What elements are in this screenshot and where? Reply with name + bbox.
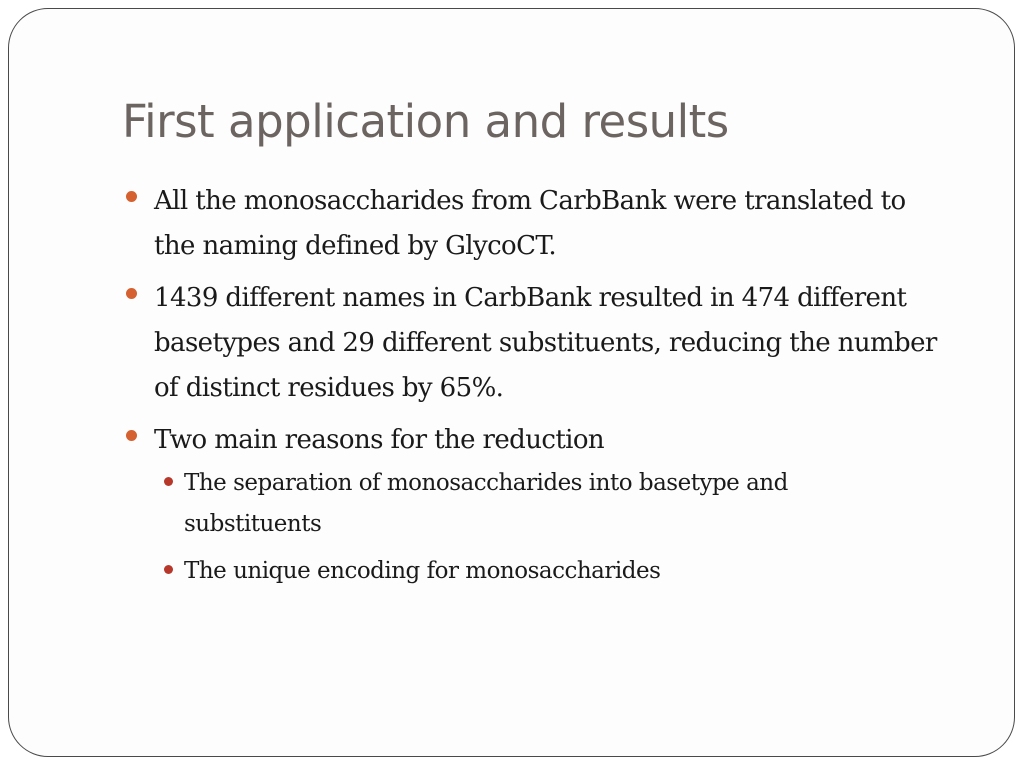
slide-frame — [8, 8, 1015, 757]
bullet-dot-icon — [126, 288, 137, 299]
slide-title: First application and results — [122, 95, 729, 148]
sub-bullet-text-line: The separation of monosaccharides into basetype and — [184, 470, 788, 496]
bullet-text-line: Two main reasons for the reduction — [154, 425, 605, 455]
bullet-dot-icon — [126, 191, 137, 202]
sub-bullet-item-2 — [154, 551, 982, 592]
bullet-item-3 — [122, 418, 982, 592]
bullet-text-line: 1439 different names in CarbBank resulted in 474 different — [154, 283, 907, 313]
sub-bullet-text-line: substituents — [184, 511, 322, 537]
bullet-list — [122, 179, 982, 599]
sub-bullet-dot-icon — [164, 477, 173, 486]
sub-bullet-item-1 — [154, 463, 982, 545]
bullet-text-line: All the monosaccharides from CarbBank were translated to — [154, 186, 906, 216]
sub-bullet-text-line: The unique encoding for monosaccharides — [184, 558, 661, 584]
bullet-text-line: the naming defined by GlycoCT. — [154, 231, 556, 261]
bullet-item-2 — [122, 276, 982, 411]
sub-bullet-dot-icon — [164, 565, 173, 574]
sub-bullet-list — [154, 463, 982, 592]
bullet-text-line: of distinct residues by 65%. — [154, 373, 504, 403]
bullet-dot-icon — [126, 430, 137, 441]
bullet-item-1 — [122, 179, 982, 269]
bullet-text-line: basetypes and 29 different substituents, reducing the number — [154, 328, 937, 358]
